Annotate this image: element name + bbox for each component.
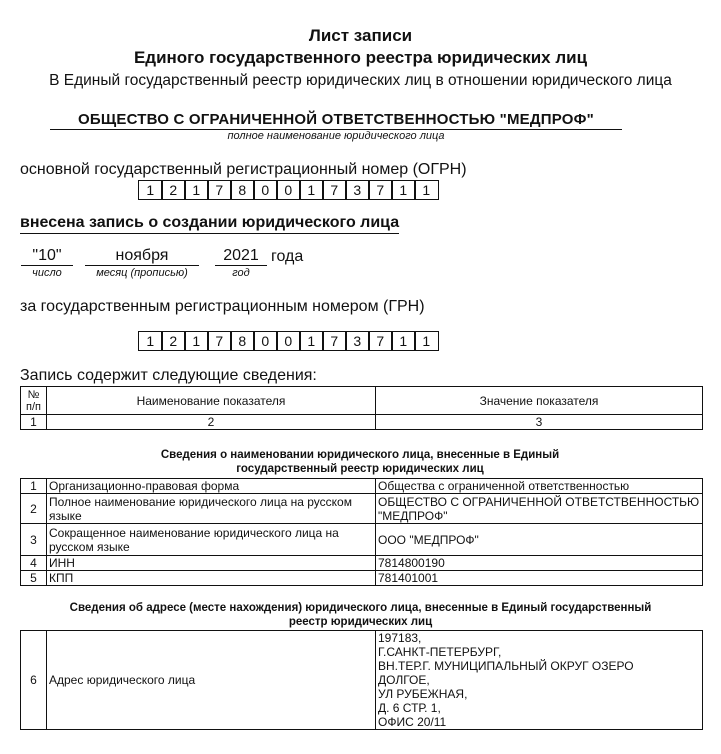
digit-box: 7 [322,331,347,351]
address-line: Г.САНКТ-ПЕТЕРБУРГ, [378,645,502,659]
digit-box: 1 [184,180,209,200]
row-value: Общества с ограниченной ответственностью [376,479,703,494]
contents-label: Запись содержит следующие сведения: [20,367,317,384]
digit-box: 1 [184,331,209,351]
digit-box: 0 [253,331,278,351]
digit-box: 1 [391,331,416,351]
ogrn-boxes [138,180,439,200]
row-number: 5 [21,571,47,586]
digit-box: 7 [368,331,393,351]
row-name: Сокращенное наименование юридического лица на русском языке [47,524,376,556]
section2-title: Сведения об адресе (месте нахождения) юридического лица, внесенные в Единый государственный реестр юридических лиц [69,602,652,628]
digit-box: 2 [161,331,186,351]
section2-table [20,630,703,730]
section1-table [20,478,703,586]
digit-box: 0 [276,331,301,351]
row-name: КПП [47,571,376,586]
col-index-3: 3 [376,415,703,430]
org-full-name: ОБЩЕСТВО С ОГРАНИЧЕННОЙ ОТВЕТСТВЕННОСТЬЮ "МЕДПРОФ" [50,111,622,130]
col-value-header: Значение показателя [376,387,703,415]
digit-box: 1 [138,180,163,200]
digit-box: 7 [322,180,347,200]
record-day: "10" [21,247,73,266]
grn-boxes [138,331,439,351]
digit-box: 7 [207,180,232,200]
row-value: ОБЩЕСТВО С ОГРАНИЧЕННОЙ ОТВЕТСТВЕННОСТЬЮ "МЕДПРОФ" [376,494,703,524]
document-title: Лист записи [308,26,413,45]
row-value: 781401001 [376,571,703,586]
digit-box: 7 [207,331,232,351]
address-line: ДОЛГОЕ, [378,673,430,687]
intro-text: В Единый государственный реестр юридических лиц в отношении юридического лица [49,72,672,89]
row-name: Адрес юридического лица [47,631,376,730]
digit-box: 7 [368,180,393,200]
row-name: Организационно-правовая форма [47,479,376,494]
record-month: ноября [85,247,199,266]
year-caption: год [232,267,250,279]
digit-box: 0 [276,180,301,200]
digit-box: 3 [345,331,370,351]
digit-box: 1 [414,180,439,200]
col-name-header: Наименование показателя [47,387,376,415]
day-caption: число [32,267,62,279]
digit-box: 1 [299,331,324,351]
digit-box: 1 [138,331,163,351]
col-num-header: № п/п [21,387,47,415]
document-subtitle: Единого государственного реестра юридических лиц [133,48,588,67]
row-number: 2 [21,494,47,524]
digit-box: 3 [345,180,370,200]
month-caption: месяц (прописью) [96,267,188,279]
record-heading: внесена запись о создании юридического лица [20,214,399,234]
digit-box: 8 [230,180,255,200]
digit-box: 1 [414,331,439,351]
address-line: 197183, [378,631,422,645]
address-line: УЛ РУБЕЖНАЯ, [378,687,468,701]
record-year: 2021 [215,247,267,266]
address-line: Д. 6 СТР. 1, [378,701,441,715]
row-number: 6 [21,631,47,730]
year-suffix: года [271,248,304,265]
row-value: ООО "МЕДПРОФ" [376,524,703,556]
col-index-2: 2 [47,415,376,430]
grn-label: за государственным регистрационным номером (ГРН) [20,298,425,315]
address-line: ВН.ТЕР.Г. МУНИЦИПАЛЬНЫЙ ОКРУГ ОЗЕРО [378,659,634,673]
address-value [376,631,703,730]
contents-header-table [20,386,703,430]
digit-box: 0 [253,180,278,200]
address-line: ОФИС 20/11 [378,715,447,729]
row-value: 7814800190 [376,556,703,571]
row-number: 3 [21,524,47,556]
row-number: 4 [21,556,47,571]
section1-title: Сведения о наименовании юридического лица, внесенные в Единый государственный реестр юридических лиц [160,449,560,475]
digit-box: 1 [299,180,324,200]
row-name: Полное наименование юридического лица на русском языке [47,494,376,524]
digit-box: 1 [391,180,416,200]
col-index-1: 1 [21,415,47,430]
ogrn-label: основной государственный регистрационный номер (ОГРН) [20,161,467,178]
row-name: ИНН [47,556,376,571]
org-name-caption: полное наименование юридического лица [227,130,445,142]
digit-box: 2 [161,180,186,200]
row-number: 1 [21,479,47,494]
digit-box: 8 [230,331,255,351]
